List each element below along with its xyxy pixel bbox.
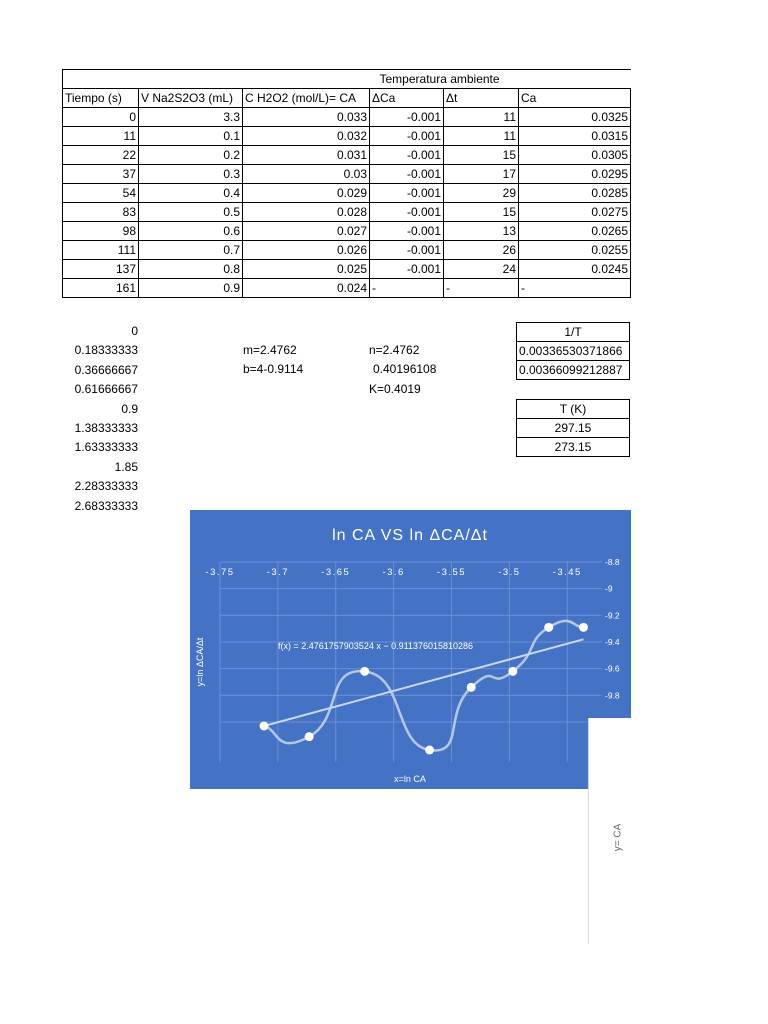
table-cell: -0.001 [370,241,444,260]
table-cell: - [519,279,631,298]
param-k: K=0.4019 [369,382,421,396]
table-row [63,222,631,241]
table-cell: -0.001 [370,222,444,241]
table-cell: -0.001 [370,203,444,222]
left-column-value: 2.28333333 [74,479,138,494]
param-k-value: 0.40196108 [373,362,437,376]
t-value: 297.15 [517,419,630,438]
y-tick-label: -9.4 [605,637,620,647]
x-tick-label: -3.5 [498,567,521,578]
chart-title: ln CA VS ln ΔCA/Δt [332,527,488,544]
x-tick-label: -3.65 [321,567,351,578]
trendline-label: f(x) = 2.4761757903524 x − 0.911376015810286 [278,641,474,651]
table-cell: 29 [444,184,519,203]
table-cell: 0.7 [139,241,243,260]
side-axis-label: y= CA [612,823,624,852]
table-cell: -0.001 [370,127,444,146]
param-n: n=2.4762 [369,343,420,357]
table-cell: 0.03 [243,165,370,184]
header-volume: V Na2S2O3 (mL) [139,89,243,108]
table-cell: 11 [444,127,519,146]
header-tiempo: Tiempo (s) [63,89,139,108]
table-cell: -0.001 [370,260,444,279]
table-title: Temperatura ambiente [370,70,631,89]
header-delta-ca: ΔCa [370,89,444,108]
table-cell: 0.025 [243,260,370,279]
table-cell: 0.024 [243,279,370,298]
left-column-value: 1.38333333 [74,421,138,435]
left-column-value: 0 [131,324,138,338]
t-value: 273.15 [517,438,630,457]
table-cell: 0.027 [243,222,370,241]
table-cell: 0.8 [139,260,243,279]
table-cell: - [444,279,519,298]
table-cell: 3.3 [139,108,243,127]
table-cell: 0.6 [139,222,243,241]
table-cell: -0.001 [370,165,444,184]
left-column-value: 1.63333333 [74,440,138,455]
table-cell: 15 [444,203,519,222]
table-cell: 161 [63,279,139,298]
table-cell: 11 [444,108,519,127]
header-delta-t: Δt [444,89,519,108]
table-cell: 111 [63,241,139,260]
table-cell: 0.0295 [519,165,631,184]
y-tick-label: -9.6 [605,663,620,674]
table-cell: 0.9 [139,279,243,298]
table-cell: 0.033 [243,108,370,127]
table-cell: 0.0255 [519,241,631,260]
x-axis-label: x=ln CA [394,774,426,784]
left-column-value: 0.18333333 [74,343,138,358]
x-tick-label: -3.75 [205,567,235,578]
table-cell: 0.1 [139,127,243,146]
table-cell: 83 [63,203,139,222]
header-concentration: C H2O2 (mol/L)= CA [243,89,370,108]
table-title-row [63,70,631,89]
inverse-temperature-table [516,322,630,380]
table-cell: 54 [63,184,139,203]
table-cell: 0 [63,108,139,127]
param-b: b=4-0.9114 [243,362,304,376]
table-row [63,203,631,222]
x-tick-label: -3.55 [436,567,467,578]
table-cell: 0.0245 [519,260,631,279]
y-axis-label: y=ln ΔCA/Δt [195,637,205,687]
header-ca: Ca [519,89,631,108]
table-cell: -0.001 [370,108,444,127]
table-cell: 13 [444,222,519,241]
table-cell: 0.0275 [519,203,631,222]
table-cell: 0.032 [243,127,370,146]
table-cell: 0.0285 [519,184,631,203]
chart [190,510,631,789]
grid-layer [220,562,602,762]
data-point [259,722,268,731]
table-cell: 0.3 [139,165,243,184]
table-cell: 0.029 [243,184,370,203]
data-point [508,667,517,676]
table-cell: 15 [444,146,519,165]
table-row [63,184,631,203]
left-column-value: 0.36666667 [74,362,138,377]
table-cell: 0.0325 [519,108,631,127]
table-row [63,127,631,146]
table-cell: 22 [63,146,139,165]
data-point [305,732,314,741]
left-column-value: 2.68333333 [74,498,138,513]
table-cell: 0.2 [139,146,243,165]
table-row [63,260,631,279]
table-cell: 0.026 [243,241,370,260]
table-cell: - [370,279,444,298]
table-cell: 0.028 [243,203,370,222]
table-row [63,146,631,165]
table-cell: 11 [63,127,139,146]
t-header: T (K) [517,400,630,419]
inv-t-value: 0.00366099212887 [517,361,630,380]
temperature-table [516,399,630,457]
left-column-value: 0.9 [121,401,138,416]
table-row [63,165,631,184]
x-tick-label: -3.6 [382,567,405,578]
table-cell: 17 [444,165,519,184]
table-body [63,108,631,298]
table-cell: 37 [63,165,139,184]
data-point [360,667,369,676]
param-m: m=2.4762 [243,343,297,357]
data-point [579,623,588,632]
data-point [544,623,553,632]
data-table [62,69,631,298]
table-cell: -0.001 [370,146,444,165]
table-row [63,108,631,127]
left-column-value: 1.85 [114,459,138,474]
inv-t-header: 1/T [517,323,630,342]
table-cell: 0.4 [139,184,243,203]
left-column-value: 0.61666667 [74,382,138,397]
table-row [63,241,631,260]
y-tick-label: -9.2 [605,610,620,621]
trendline [264,639,583,726]
table-cell: 0.0265 [519,222,631,241]
y-tick-label: -8.8 [605,557,620,567]
y-tick-label: -9.8 [605,690,620,701]
table-cell: 0.0315 [519,127,631,146]
table-cell: 24 [444,260,519,279]
table-cell: 26 [444,241,519,260]
x-tick-label: -3.45 [552,567,582,578]
data-point [425,746,434,755]
table-header-row [63,89,631,108]
y-tick-label: -9 [605,583,613,594]
table-cell: 0.0305 [519,146,631,165]
table-row [63,279,631,298]
table-cell: 137 [63,260,139,279]
data-point [467,683,476,692]
table-cell: 0.5 [139,203,243,222]
table-cell: 0.031 [243,146,370,165]
chart-svg [190,510,631,789]
table-cell: -0.001 [370,184,444,203]
x-tick-label: -3.7 [266,567,290,578]
table-cell: 98 [63,222,139,241]
inv-t-value: 0.00336530371866 [517,342,630,361]
secondary-chart-panel [588,718,631,944]
